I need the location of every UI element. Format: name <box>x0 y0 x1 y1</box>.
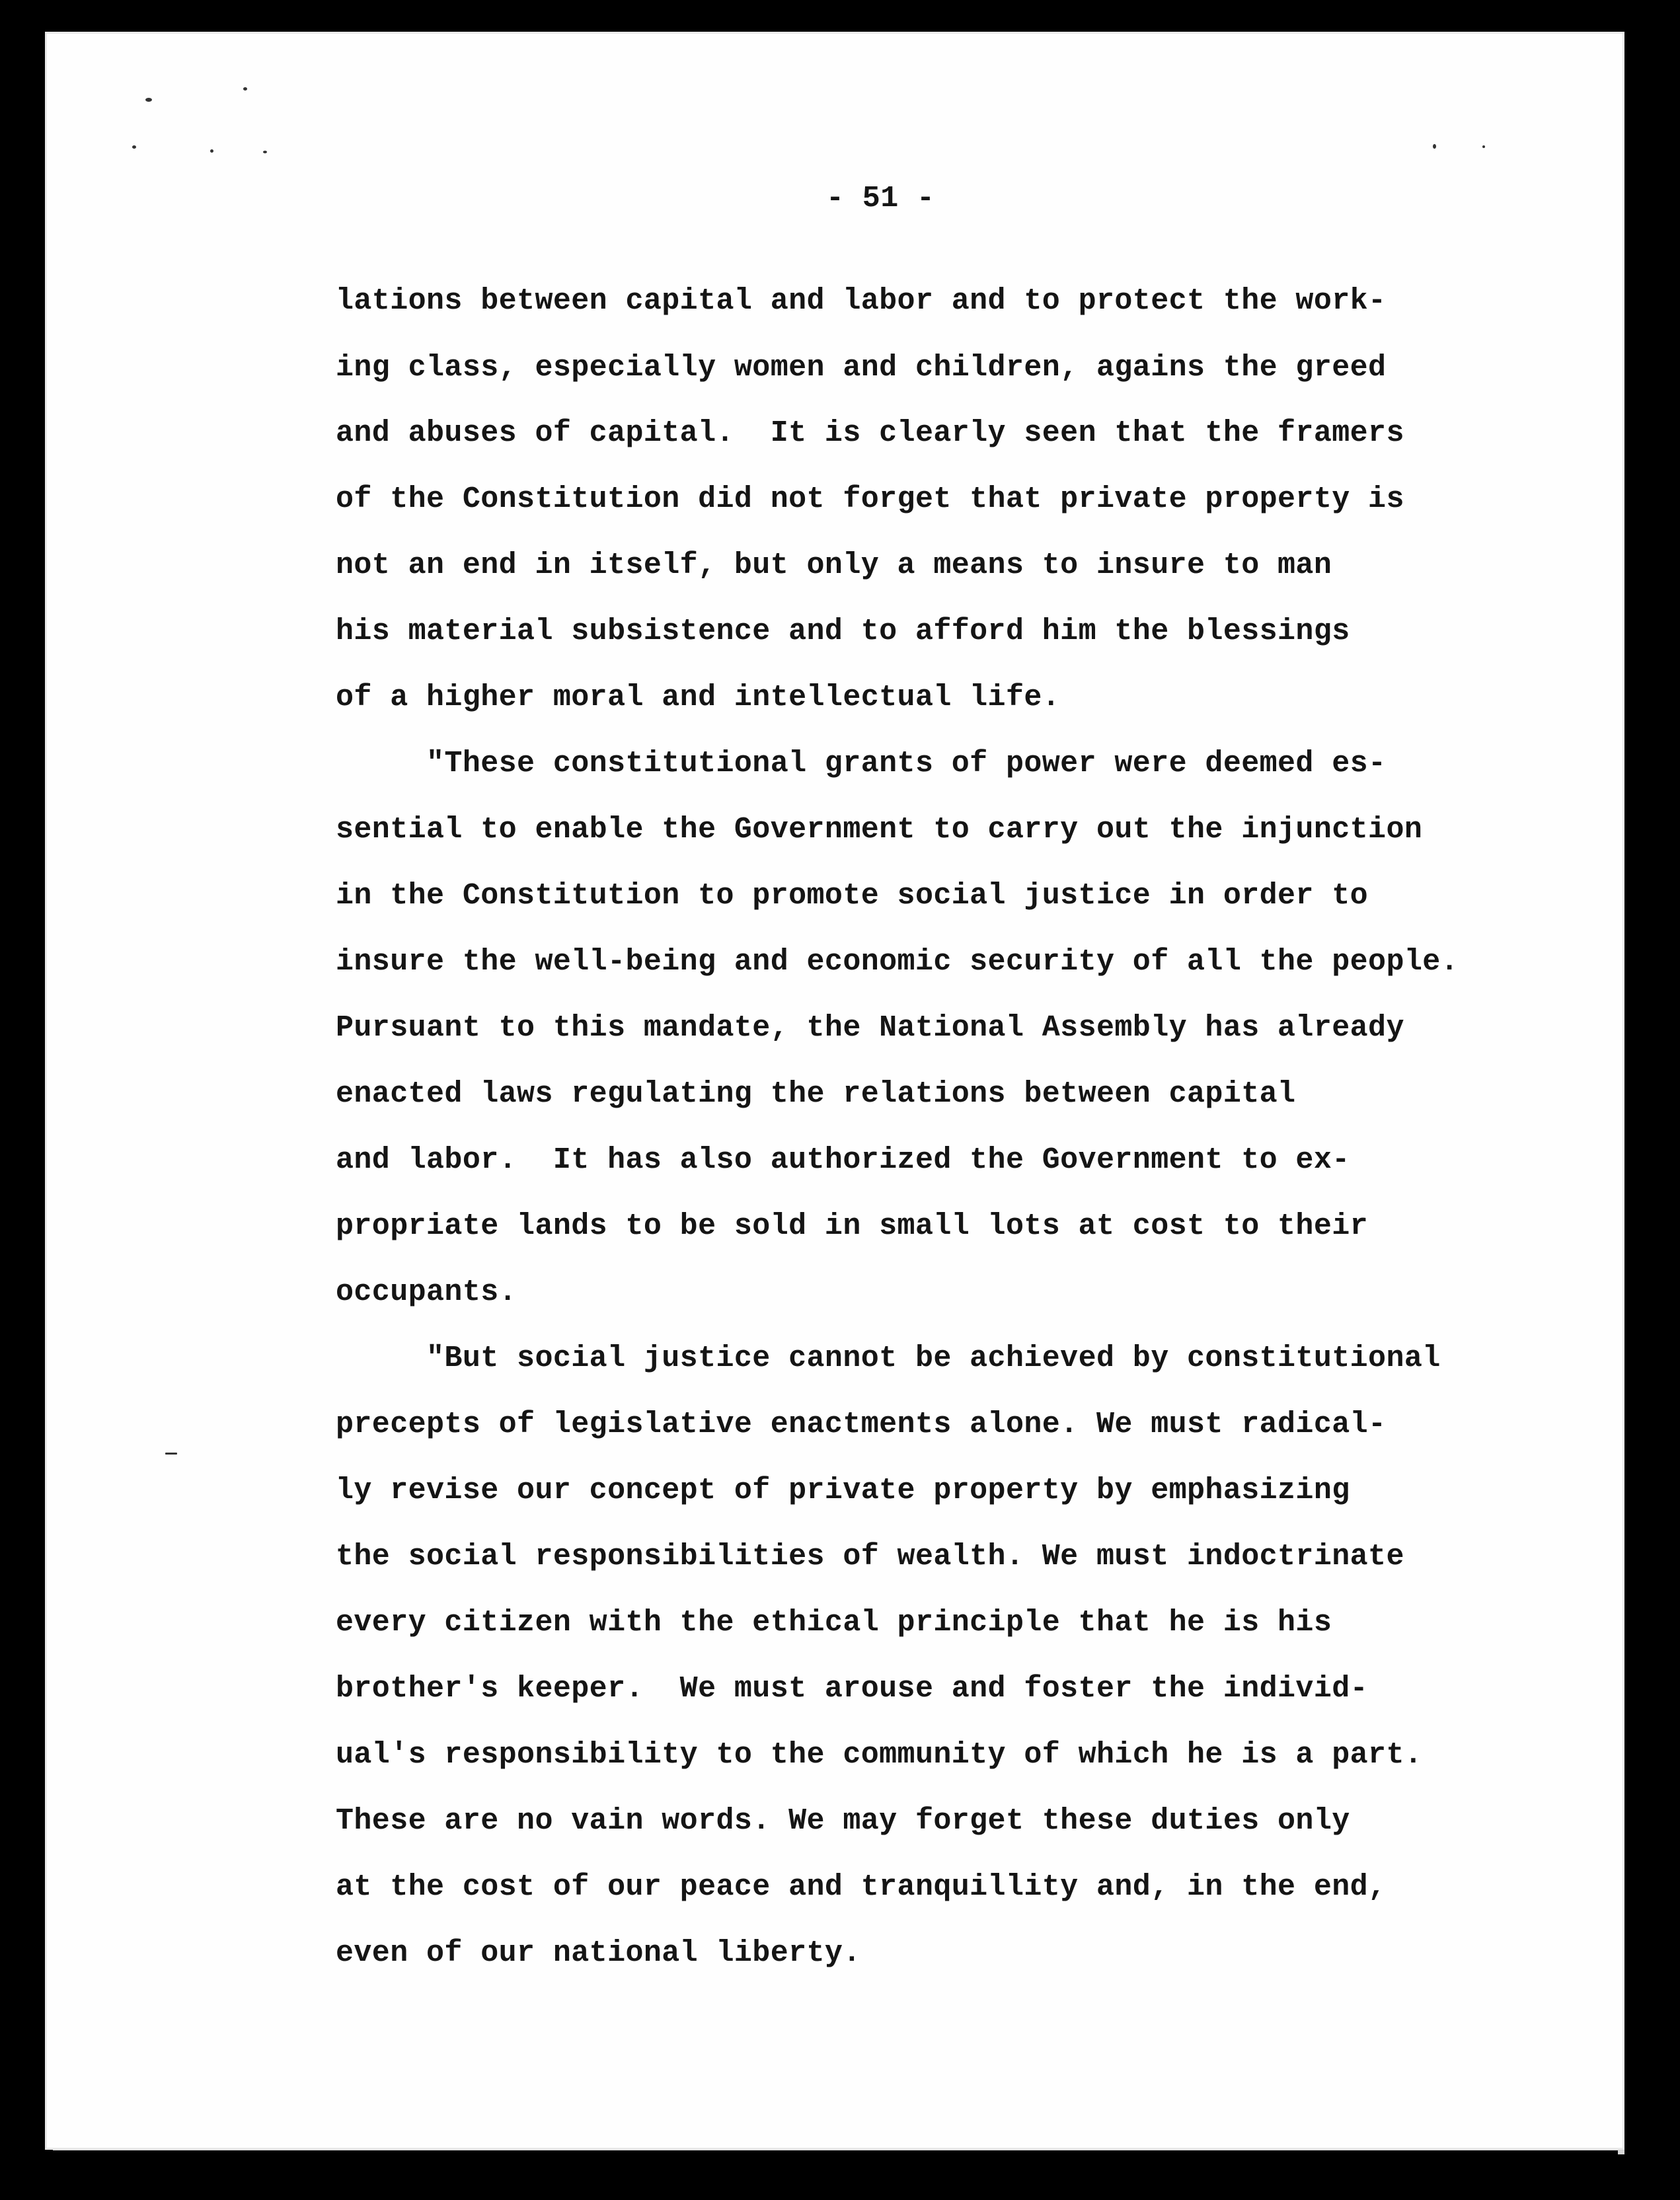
text-line: precepts of legislative enactments alone. We must radical- <box>336 1408 1387 1441</box>
text-line: and labor. It has also authorized the Government to ex- <box>336 1143 1350 1177</box>
text-line: insure the well-being and economic security of all the people. <box>336 945 1459 979</box>
text-line: and abuses of capital. It is clearly seen that the framers <box>336 416 1404 450</box>
text-line: ual's responsibility to the community of which he is a part. <box>336 1738 1423 1772</box>
text-line: propriate lands to be sold in small lots at cost to their <box>336 1209 1369 1243</box>
text-line: every citizen with the ethical principle that he is his <box>336 1606 1332 1640</box>
text-line: occupants. <box>336 1275 517 1309</box>
text-line: brother's keeper. We must arouse and foster the individ- <box>336 1672 1369 1706</box>
scan-speck <box>132 145 136 149</box>
text-line: of a higher moral and intellectual life. <box>336 681 1061 714</box>
text-line: Pursuant to this mandate, the National Assembly has already <box>336 1011 1404 1045</box>
scan-speck <box>1433 144 1436 149</box>
text-line: "But social justice cannot be achieved by constitutional <box>336 1342 1441 1375</box>
text-line: These are no vain words. We may forget these duties only <box>336 1804 1350 1838</box>
text-line: ly revise our concept of private property by emphasizing <box>336 1474 1350 1507</box>
text-line: his material subsistence and to afford him the blessings <box>336 615 1350 648</box>
text-line: ing class, especially women and children, agains the greed <box>336 351 1387 385</box>
text-line: sential to enable the Government to carry out the injunction <box>336 813 1423 847</box>
text-line: lations between capital and labor and to protect the work- <box>336 284 1387 318</box>
scan-speck <box>1482 145 1485 148</box>
text-line: enacted laws regulating the relations between capital <box>336 1077 1296 1111</box>
text-line: "These constitutional grants of power were deemed es- <box>336 747 1387 780</box>
scan-speck <box>210 149 213 153</box>
scan-speck <box>263 151 267 153</box>
text-line: of the Constitution did not forget that private property is <box>336 482 1404 516</box>
scan-speck <box>243 87 247 91</box>
page-number: - 51 - <box>826 182 935 215</box>
text-line: not an end in itself, but only a means to insure to man <box>336 549 1332 582</box>
text-line: in the Constitution to promote social justice in order to <box>336 879 1369 913</box>
scan-speck <box>165 1453 177 1455</box>
text-line: at the cost of our peace and tranquillity and, in the end, <box>336 1870 1387 1904</box>
scan-speck <box>145 98 152 102</box>
text-line: the social responsibilities of wealth. We must indoctrinate <box>336 1540 1404 1574</box>
text-line: even of our national liberty. <box>336 1936 861 1970</box>
